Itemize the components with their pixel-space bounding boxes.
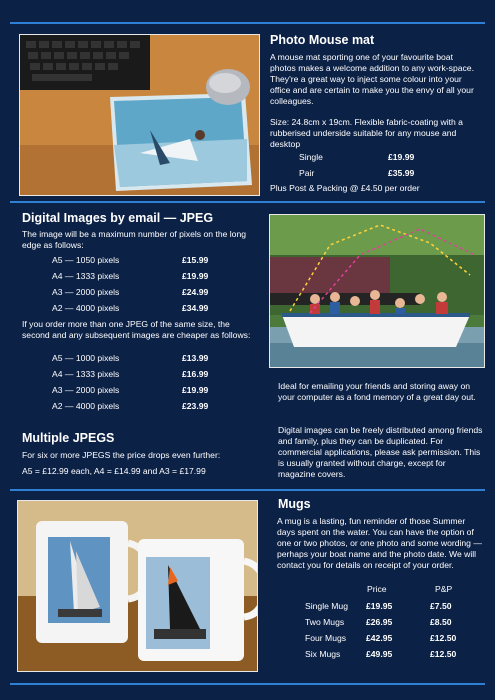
price-label: A2 — 4000 pixels	[52, 303, 120, 313]
mugs-title: Mugs	[278, 497, 311, 511]
multiple-line1: For six or more JPEGS the price drops even further:	[22, 450, 221, 460]
mug-quantity: Single Mug	[305, 601, 348, 611]
mugs-description: A mug is a lasting, fun reminder of those Summer days spent on the water. You can have the option of one or two photos, or one photo and some wording — perhaps your boat name and the photo date. We will contact you for details on receipt of your order.	[277, 516, 482, 570]
price-row	[52, 271, 208, 282]
price-row	[52, 287, 208, 298]
price-label: A5 — 1050 pixels	[52, 255, 120, 265]
divider	[10, 22, 485, 24]
jpeg-intro: The image will be a maximum number of pixels on the long edge as follows:	[22, 229, 247, 250]
mousemat-photo	[19, 34, 260, 196]
mugs-photo	[17, 500, 258, 672]
table-row	[305, 649, 456, 660]
price-label: Single	[299, 152, 323, 162]
column-header-pp: P&P	[435, 584, 453, 594]
price-label: A4 — 1333 pixels	[52, 271, 120, 281]
jpeg-ideal-text: Ideal for emailing your friends and storing away on your computer as a fond memory of a great day out.	[278, 381, 476, 402]
price-value: £23.99	[182, 401, 209, 411]
price-value: £35.99	[388, 168, 415, 178]
price-value: £34.99	[182, 303, 209, 313]
mug-pp: £12.50	[430, 649, 457, 659]
jpeg-multi-price-list	[52, 353, 208, 412]
price-value: £19.99	[388, 152, 415, 162]
mug-price: £26.95	[366, 617, 393, 627]
mug-price: £42.95	[366, 633, 393, 643]
mug-quantity: Two Mugs	[305, 617, 345, 627]
table-header	[305, 584, 456, 595]
price-row	[299, 152, 414, 163]
price-row	[52, 353, 208, 364]
mousemat-description: A mouse mat sporting one of your favourite boat photos makes a welcome addition to any work-space. They're a great way to inject some colour into your office and are certain to make you the envy of all your colleagues.	[270, 52, 474, 106]
divider	[10, 489, 485, 491]
mousemat-postage: Plus Post & Packing @ £4.50 per order	[270, 183, 420, 193]
table-row	[305, 601, 456, 612]
mug-quantity: Four Mugs	[305, 633, 347, 643]
price-value: £16.99	[182, 369, 209, 379]
price-row	[52, 369, 208, 380]
price-value: £19.99	[182, 271, 209, 281]
price-row	[299, 168, 414, 179]
divider	[10, 201, 485, 203]
price-value: £15.99	[182, 255, 209, 265]
multiple-line2: A5 = £12.99 each, A4 = £14.99 and A3 = £17.99	[22, 466, 206, 476]
table-row	[305, 617, 456, 628]
jpeg-multi-intro: If you order more than one JPEG of the same size, the second and any subsequent images are cheaper as follows:	[22, 319, 251, 340]
mug-pp: £8.50	[430, 617, 452, 627]
price-label: A3 — 2000 pixels	[52, 287, 120, 297]
price-label: Pair	[299, 168, 315, 178]
price-value: £19.99	[182, 385, 209, 395]
price-label: A2 — 4000 pixels	[52, 401, 120, 411]
price-label: A5 — 1000 pixels	[52, 353, 120, 363]
mugs-price-table	[305, 584, 456, 660]
mousemat-title: Photo Mouse mat	[270, 33, 375, 47]
mug-price: £19.95	[366, 601, 393, 611]
price-row	[52, 303, 208, 314]
column-header-price: Price	[367, 584, 387, 594]
mug-pp: £7.50	[430, 601, 452, 611]
divider	[10, 683, 485, 685]
price-row	[52, 255, 208, 266]
mug-pp: £12.50	[430, 633, 457, 643]
price-row	[52, 385, 208, 396]
price-label: A4 — 1333 pixels	[52, 369, 120, 379]
price-value: £24.99	[182, 287, 209, 297]
price-value: £13.99	[182, 353, 209, 363]
mousemat-size: Size: 24.8cm x 19cm. Flexible fabric-coating with a rubberised underside suitable for any mouse and desktop	[270, 117, 463, 149]
mousemat-price-list	[299, 152, 414, 179]
jpeg-price-list	[52, 255, 208, 314]
boat-party-photo	[269, 214, 485, 368]
table-row	[305, 633, 456, 644]
jpeg-rights-text: Digital images can be freely distributed among friends and family, plus they can be duplicated. For commercial applications, please ask permission. This is usually granted without charge, except for magazine covers.	[278, 425, 483, 479]
mug-quantity: Six Mugs	[305, 649, 341, 659]
price-label: A3 — 2000 pixels	[52, 385, 120, 395]
price-row	[52, 401, 208, 412]
mug-price: £49.95	[366, 649, 393, 659]
multiple-title: Multiple JPEGS	[22, 431, 115, 445]
jpeg-title: Digital Images by email — JPEG	[22, 211, 214, 225]
